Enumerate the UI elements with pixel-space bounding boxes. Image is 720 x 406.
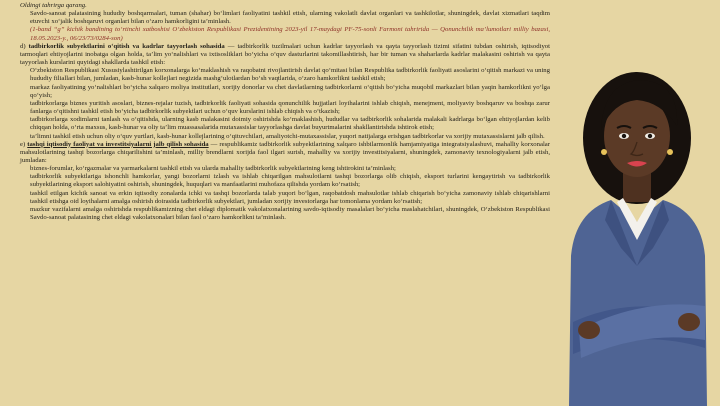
paragraph: tadbirkorlarga xodimlarni tanlash va o‘qitishda, ularning kasb malakasini doimiy oshirishda ko‘maklashish, hududlar va tadbirkorlik sohalarida malakali kadrlarga bo‘lgan ehtiyojlardan kelib chiqqan holda, o‘rta maxsus, kasb-hunar va oliy ta’lim muassasalarida mutaxassislar tayyorlashga davlat buyurtmalarini shakllantirishda ishtirok etish; [30, 116, 550, 132]
section-e-text: — respublikamiz tadbirkorlik subyektlarining xalqaro ishbilarmonlik hamjamiyatiga integratsiyalashuvi, mahalliy korxonalar mahsulotlarining tashqi bozorlarga chiqarilishini ta’minlash, milliy brendlarni xorijda faol ilgari surish, mahalliy va xorijiy investitsiyalarni, shuningdek, zamonaviy texnologiyalarni jalb etish, jumladan: [20, 140, 550, 164]
paragraph: markaz faoliyatining yo‘nalishlari bo‘yicha xalqaro moliya institutlari, xorijiy donorlar va chet davlatlarning tadbirkorlarni o‘qitish bo‘yicha muqobil markazlari bilan yaqin hamkorlikni yo‘lga qo‘yish; [30, 83, 550, 99]
section-d-text: — tadbirkorlik tuzilmalari uchun kadrlar tayyorlash va qayta tayyorlash tizimi sifatini tubdan oshirish, iqtisodiyot tarmoqlari ehtiyojlarini inobatga olgan holda, ta’lim yo‘nalishlari va ixtisosliklari bo‘yicha o‘quv dasturlarini takomillashtirish, har bir tuman va shaharlarda kadrlar malakasini oshirish va qayta tayyorlash kurslarini quyidagi shakllarda tashkil etish: [20, 42, 550, 67]
paragraph: tashkil etilgan kichik sanoat va erkin iqtisodiy zonalarda ichki va tashqi bozorlarda talab yuqori bo‘lgan, raqobatdosh mahsulotlar ishlab chiqarish bo‘yicha zamonaviy ishlab chiqarishlarni tashkil etishga oid loyihalarni amalga oshirish doirasida tadbirkorlik subyektlari, jumladan xorijiy investorlarga har tomonlama yordam ko‘rsatish; [30, 189, 550, 205]
left-hand [578, 321, 600, 339]
section-e [20, 141, 550, 165]
right-earring [667, 149, 673, 155]
section-d-prefix: d) [20, 42, 29, 50]
paragraph: ta’limni tashkil etish uchun oliy o‘quv yurtlari, kasb-hunar kollejlarining o‘qituvchilari, amaliyotchi-mutaxassislar, yuqori natijalarga erishgan tadbirkorlar va xorijiy mutaxassislarni jalb qilish. [30, 132, 545, 140]
right-hand [678, 313, 700, 331]
left-pupil [622, 134, 626, 138]
section-e-prefix: e) [20, 140, 28, 148]
paragraph: biznes-forumlar, ko‘rgazmalar va yarmarkalarni tashkil etish va ularda mahalliy tadbirkorlik subyektlarining keng ishtirokini ta’minlash; [30, 165, 396, 173]
section-d-title: tadbirkorlik subyektlarini o‘qitish va kadrlar tayyorlash sohasida [28, 42, 225, 50]
paragraph: mazkur vazifalarni amalga oshirishda respublikamizning chet eldagi diplomatik vakolatxonalarining savdo-iqtisodiy masalalari bo‘yicha maslahatchilari, shuningdek, O‘zbekiston Respublikasi Savdo-sanoat palatasining chet eldagi vakolatxonalari bilan faol o‘zaro hamkorlikni ta’minlash. [30, 205, 550, 222]
paragraph: tadbirkorlarga biznes yuritish asoslari, biznes-rejalar tuzish, tadbirkorlik faoliyati sohasida qonunchilik hujjatlari loyihalarini ishlab chiqish, menejment, moliyaviy boshqaruv va boshqa zarur fanlarga o‘qitishni tashkil etish bo‘yicha tadbirkorlik subyektlari uchun o‘quv kurslarini ishlab chiqish va o‘tkazish; [30, 99, 550, 116]
presenter-woman-illustration [555, 60, 720, 406]
section-d [20, 43, 550, 67]
amendment-note: (1-band “g” kichik bandining to‘rtinchi xatboshisi O‘zbekiston Respublikasi Prezidentining 2023-yil 17-maydagi PF-75-sonli Farmoni tahririda — Qonunchilik ma’lumotlari milliy bazasi, 18.05.2023-y., 06/23/73/0284-son) [30, 26, 550, 42]
right-pupil [648, 134, 652, 138]
left-earring [601, 149, 607, 155]
paragraph: Savdo-sanoat palatasining hududiy boshqarmalari, tuman (shahar) bo‘limlari faoliyatini tashkil etish, ularning vakolatli davlat organlari va tashkilotlar, shuningdek, davlat xizmatlari taqdim etuvchi xo‘jalik boshqaruvi organlari bilan o‘zaro hamkorligini ta’minlash. [30, 10, 550, 26]
previous-edition-link[interactable]: Oldingi tahrirga qarang. [20, 2, 87, 9]
document-body [20, 2, 550, 404]
section-e-title: tashqi iqtisodiy faoliyat va investitsiyalarni jalb qilish sohasida [27, 140, 209, 148]
paragraph: tadbirkorlik subyektlariga ishonchli hamkorlar, yangi bozorlarni izlash va ishlab chiqarilgan mahsulotlarni tashqi bozorlarga olib chiqish, eksport turlarini kengaytirish va tadbirkorlik subyektlarining eksport salohiyatini oshirish, shuningdek, huquqlari va manfaatlarini muhofaza qilishda yordam ko‘rsatish; [30, 173, 550, 189]
paragraph: O‘zbekiston Respublikasi Xususiylashtirilgan korxonalarga ko‘maklashish va raqobatni rivojlantirish davlat qo‘mitasi bilan Respublika tadbirkorlik faoliyati asoslarini o‘qitish markazi va uning hududiy filiallari bilan, jumladan, kasb-hunar kollejlari negizida mashg‘ulotlardan bo‘sh vaqtlarida, o‘zaro hamkorlikni tashkil etish; [30, 67, 550, 83]
